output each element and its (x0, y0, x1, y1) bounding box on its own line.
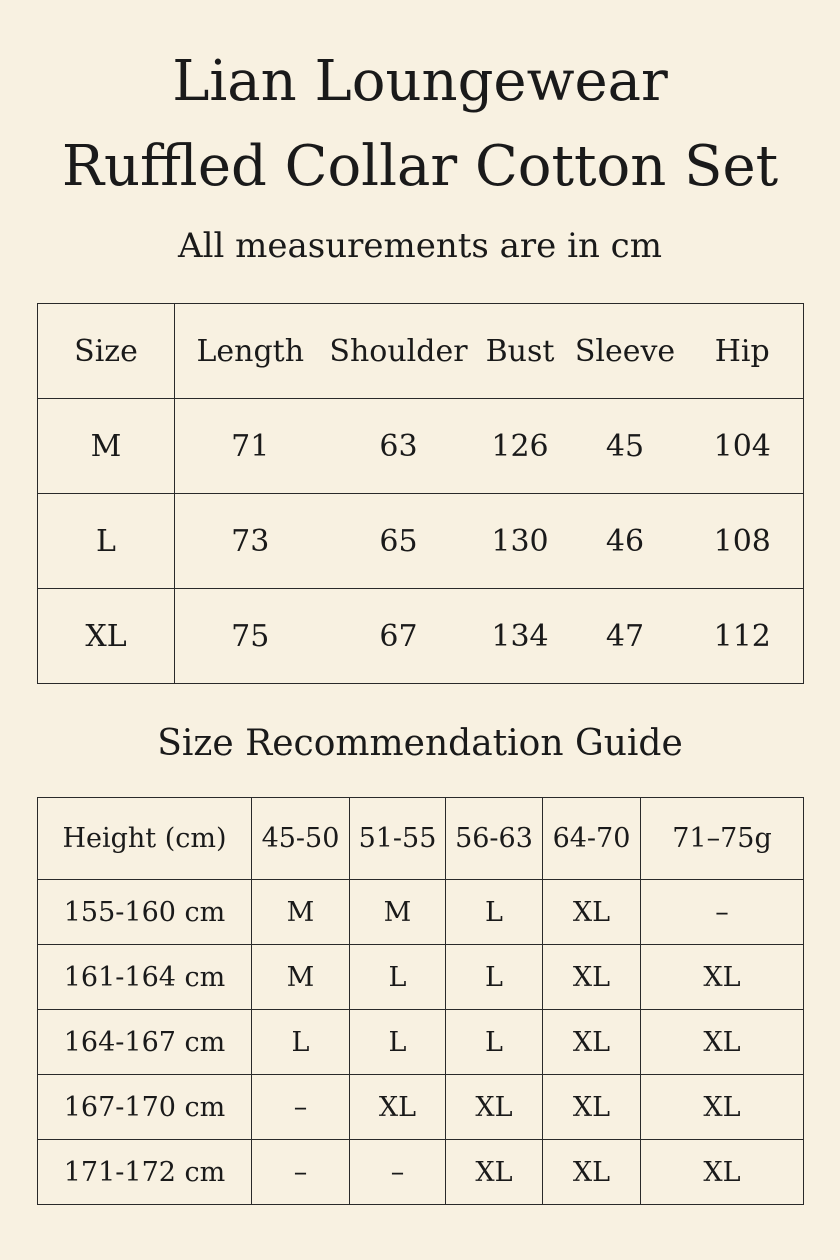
column-header: Size (38, 304, 175, 399)
measurement-cell: 45 (569, 399, 682, 494)
size-cell: XL (641, 945, 804, 1010)
height-cell: 171-172 cm (38, 1140, 252, 1205)
measurement-header-row (38, 304, 804, 399)
measurement-cell: 73 (175, 494, 326, 589)
measurement-cell: 63 (326, 399, 472, 494)
product-title: Ruffled Collar Cotton Set (61, 134, 779, 199)
size-cell: XL (641, 1140, 804, 1205)
column-header: Length (175, 304, 326, 399)
column-header: Height (cm) (38, 798, 252, 880)
size-cell: XL (446, 1140, 543, 1205)
column-header: Hip (682, 304, 804, 399)
measurement-cell: 108 (682, 494, 804, 589)
size-measurement-table (37, 303, 804, 684)
size-cell: M (252, 945, 350, 1010)
measurement-cell: 46 (569, 494, 682, 589)
measurement-cell: 126 (472, 399, 569, 494)
size-cell: M (350, 880, 446, 945)
size-cell: XL (641, 1010, 804, 1075)
size-cell: L (446, 880, 543, 945)
height-cell: 155-160 cm (38, 880, 252, 945)
guide-row (38, 945, 804, 1010)
column-header: 64-70 (543, 798, 641, 880)
guide-header-row (38, 798, 804, 880)
size-cell: M (252, 880, 350, 945)
size-cell: L (350, 945, 446, 1010)
size-cell: XL (38, 589, 175, 684)
column-header: Sleeve (569, 304, 682, 399)
column-header: 51-55 (350, 798, 446, 880)
guide-row (38, 1075, 804, 1140)
size-cell: XL (350, 1075, 446, 1140)
brand-title: Lian Loungewear (172, 49, 668, 114)
measurement-cell: 130 (472, 494, 569, 589)
measurement-row (38, 494, 804, 589)
column-header: Bust (472, 304, 569, 399)
size-cell: XL (543, 945, 641, 1010)
column-header: Shoulder (326, 304, 472, 399)
size-cell: L (446, 1010, 543, 1075)
measurement-cell: 67 (326, 589, 472, 684)
size-cell: L (350, 1010, 446, 1075)
measurement-cell: 65 (326, 494, 472, 589)
height-cell: 164-167 cm (38, 1010, 252, 1075)
size-cell: – (350, 1140, 446, 1205)
size-cell: – (252, 1075, 350, 1140)
height-cell: 167-170 cm (38, 1075, 252, 1140)
size-recommendation-table (37, 797, 804, 1205)
size-cell: L (38, 494, 175, 589)
size-cell: XL (543, 1075, 641, 1140)
guide-row (38, 1140, 804, 1205)
size-cell: – (641, 880, 804, 945)
column-header: 56-63 (446, 798, 543, 880)
guide-row (38, 1010, 804, 1075)
column-header: 71–75g (641, 798, 804, 880)
size-cell: XL (543, 880, 641, 945)
guide-title: Size Recommendation Guide (157, 723, 683, 764)
size-cell: XL (446, 1075, 543, 1140)
measurement-cell: 75 (175, 589, 326, 684)
size-cell: M (38, 399, 175, 494)
size-cell: XL (543, 1140, 641, 1205)
guide-row (38, 880, 804, 945)
size-cell: XL (641, 1075, 804, 1140)
size-cell: XL (543, 1010, 641, 1075)
measurement-cell: 104 (682, 399, 804, 494)
unit-note: All measurements are in cm (178, 226, 662, 266)
size-cell: L (252, 1010, 350, 1075)
size-cell: – (252, 1140, 350, 1205)
size-cell: L (446, 945, 543, 1010)
measurement-cell: 47 (569, 589, 682, 684)
measurement-cell: 112 (682, 589, 804, 684)
measurement-cell: 71 (175, 399, 326, 494)
measurement-row (38, 399, 804, 494)
height-cell: 161-164 cm (38, 945, 252, 1010)
measurement-row (38, 589, 804, 684)
column-header: 45-50 (252, 798, 350, 880)
measurement-cell: 134 (472, 589, 569, 684)
